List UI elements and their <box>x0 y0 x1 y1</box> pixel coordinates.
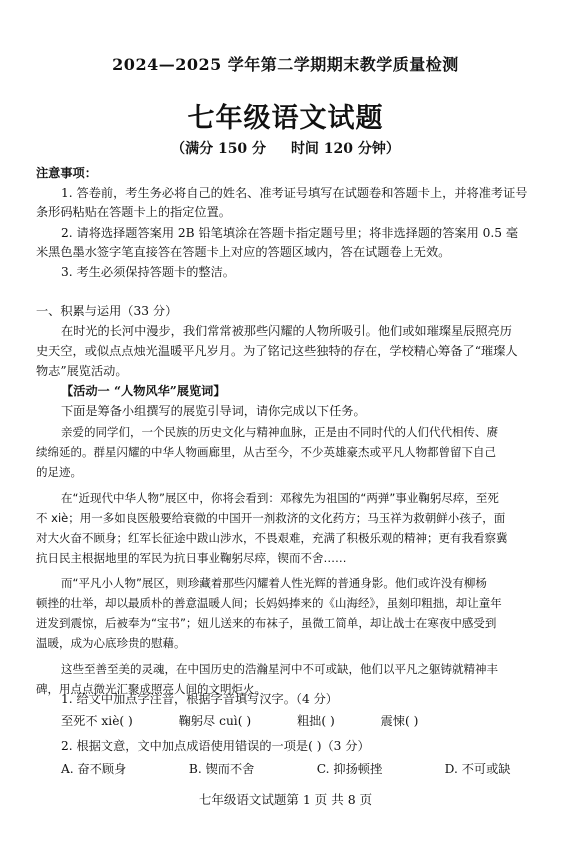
passage-line: 续绵延的。群星闪耀的中华人物画廊里，从古至今，不少英雄豪杰或平凡人物都曾留下自己 <box>36 445 496 459</box>
answer-blank[interactable]: 震悚( ) <box>380 714 419 728</box>
answer-blank[interactable]: 粗拙( ) <box>296 714 335 728</box>
passage-line: 在“近现代中华人物”展区中，你将会看到：邓稼先为祖国的“两弹”事业鞠躬尽瘁，至死 <box>61 491 499 505</box>
exam-time: 时间 120 分钟） <box>290 141 400 157</box>
section-heading: 一、积累与运用（33 分） <box>36 304 178 318</box>
notice-line: 条形码粘贴在答题卡上的指定位置。 <box>36 205 231 219</box>
exam-title: 2024—2025 学年第二学期期末教学质量检测 <box>112 55 459 74</box>
notice-line: 1. 答卷前，考生务必将自己的姓名、准考证号填写在试题卷和答题卡上，并将准考证号 <box>61 186 528 200</box>
passage-line: 顿挫的壮举，却以最质朴的善意温暖人间；长妈妈捧来的《山海经》，虽刻印粗拙，却让童年 <box>36 596 502 610</box>
subject-title: 七年级语文试题 <box>187 103 384 134</box>
passage-line: 对大火奋不顾身；红军长征途中跋山涉水，不畏艰难，充满了积极乐观的精神；更有我看察冀 <box>36 531 508 545</box>
option-d[interactable]: D. 不可或缺 <box>444 762 511 776</box>
passage-line: 抗日民主根据地里的军民为抗日事业鞠躬尽瘁，锲而不舍…… <box>36 551 347 565</box>
passage-line: 而“平凡小人物”展区，则珍藏着那些闪耀着人性光辉的普通身影。他们或许没有柳杨 <box>61 576 487 590</box>
notice-line: 米黑色墨水签字笔直接答在答题卡上对应的答题区域内，答在试题卷上无效。 <box>36 245 451 259</box>
intro-line: 物志”展览活动。 <box>36 364 128 378</box>
notice-line: 2. 请将选择题答案用 2B 铅笔填涂在答题卡指定题号里；将非选择题的答案用 0.5 毫 <box>61 226 519 240</box>
notice-line: 3. 考生必须保持答题卡的整洁。 <box>61 265 235 279</box>
question-2: 2. 根据文意，文中加点成语使用错误的一项是( )（3 分） <box>61 739 370 753</box>
passage-line: 亲爱的同学们，一个民族的历史文化与精神血脉，正是由不同时代的人们代代相传、赓 <box>61 425 498 439</box>
passage-line: 这些至善至美的灵魂，在中国历史的浩瀚星河中不可或缺，他们以平凡之躯铸就精神丰 <box>61 662 498 676</box>
passage-line: 温暖，成为心底珍贵的慰藉。 <box>36 636 186 650</box>
answer-blank[interactable]: 至死不 xiè( ) <box>61 714 133 728</box>
question-1: 1. 给文中加点字注音，根据字音填写汉字。（4 分） <box>61 692 338 706</box>
intro-line: 在时光的长河中漫步，我们常常被那些闪耀的人物所吸引。他们或如璀璨星辰照亮历 <box>61 324 512 338</box>
activity-title: 【活动一 “人物风华”展览词】 <box>61 384 226 398</box>
option-c[interactable]: C. 抑扬顿挫 <box>316 762 383 776</box>
option-b[interactable]: B. 锲而不舍 <box>188 762 255 776</box>
q2-options <box>61 760 561 777</box>
full-score: （满分 150 分 <box>171 141 267 157</box>
q1-blanks <box>61 712 460 729</box>
passage-line: 迸发到震惊，后被奉为“宝书”；妞儿送来的布袜子，虽微工简单，却让战士在寒夜中感受到 <box>36 616 497 630</box>
intro-line: 史天空，或似点点烛光温暖平凡岁月。为了铭记这些独特的存在，学校精心筹备了“璀璨人 <box>36 344 518 358</box>
option-a[interactable]: A. 奋不顾身 <box>61 762 127 776</box>
passage-line: 不 xiè；用一多如良医般要给衰微的中国开一剂救济的文化药方；马玉祥为救朝鲜小孩子，面 <box>36 511 506 525</box>
passage-line: 碑，用点点微光汇聚成照亮人间的文明炬火。 <box>36 682 266 696</box>
answer-blank[interactable]: 鞠躬尽 cuì( ) <box>178 714 252 728</box>
exam-meta <box>0 138 571 158</box>
passage-line: 的足迹。 <box>36 465 82 479</box>
page-footer: 七年级语文试题第 1 页 共 8 页 <box>198 792 373 807</box>
notice-label: 注意事项： <box>36 166 97 180</box>
activity-intro: 下面是筹备小组撰写的展览引导词，请你完成以下任务。 <box>61 404 366 418</box>
